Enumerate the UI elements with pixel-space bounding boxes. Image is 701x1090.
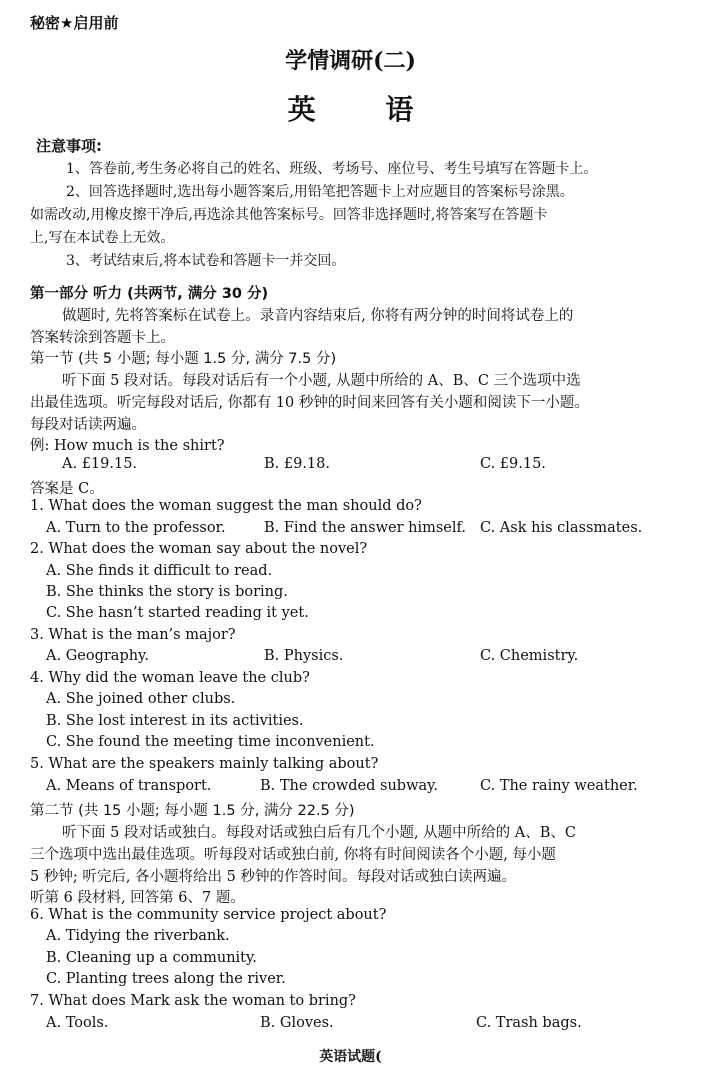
option: B. She thinks the story is boring. bbox=[46, 584, 288, 600]
option: A. Tools. bbox=[46, 1015, 109, 1031]
section2-heading: 第二节 (共 15 小题; 每小题 1.5 分, 满分 22.5 分) bbox=[30, 803, 355, 819]
option: C. Planting trees along the river. bbox=[46, 971, 286, 987]
option: B. Find the answer himself. bbox=[264, 520, 466, 536]
notice-line: 3、考试结束后,将本试卷和答题卡一并交回。 bbox=[66, 253, 346, 269]
exam-title: 英 语 bbox=[287, 93, 444, 126]
notice-line: 如需改动,用橡皮擦干净后,再选涂其他答案标号。回答非选择题时,将答案写在答题卡 bbox=[30, 207, 548, 223]
example-answer: 答案是 C。 bbox=[30, 481, 104, 497]
question-4: 4. Why did the woman leave the club? bbox=[30, 670, 310, 686]
option: A. She joined other clubs. bbox=[46, 691, 236, 707]
section2-intro: 听下面 5 段对话或独白。每段对话或独白后有几个小题, 从题中所给的 A、B、C bbox=[62, 825, 576, 841]
option: B. Cleaning up a community. bbox=[46, 950, 257, 966]
option: B. Physics. bbox=[264, 648, 344, 664]
option: B. The crowded subway. bbox=[260, 778, 439, 794]
example-option: B. £9.18. bbox=[264, 456, 330, 472]
option: C. Ask his classmates. bbox=[480, 520, 643, 536]
question-6: 6. What is the community service project about? bbox=[30, 907, 387, 923]
section1-intro: 听下面 5 段对话。每段对话后有一个小题, 从题中所给的 A、B、C 三个选项中选 bbox=[62, 373, 581, 389]
option: A. Means of transport. bbox=[46, 778, 212, 794]
option: B. Gloves. bbox=[260, 1015, 334, 1031]
confidential-label: 秘密★启用前 bbox=[30, 14, 119, 32]
section1-heading: 第一节 (共 5 小题; 每小题 1.5 分, 满分 7.5 分) bbox=[30, 351, 337, 367]
section1-intro: 出最佳选项。听完每段对话后, 你都有 10 秒钟的时间来回答有关小题和阅读下一小题。 bbox=[30, 395, 589, 411]
question-3: 3. What is the man’s major? bbox=[30, 627, 236, 643]
question-1: 1. What does the woman suggest the man should do? bbox=[30, 498, 422, 514]
section2-intro: 三个选项中选出最佳选项。听每段对话或独白前, 你将有时间阅读各个小题, 每小题 bbox=[30, 847, 556, 863]
notice-line: 上,写在本试卷上无效。 bbox=[30, 230, 175, 246]
part1-intro: 答案转涂到答题卡上。 bbox=[30, 330, 175, 346]
option: C. She hasn’t started reading it yet. bbox=[46, 605, 309, 621]
section1-intro: 每段对话读两遍。 bbox=[30, 417, 146, 433]
section2-intro: 5 秒钟; 听完后, 各小题将给出 5 秒钟的作答时间。每段对话或独白读两遍。 bbox=[30, 869, 516, 885]
question-7: 7. What does Mark ask the woman to bring? bbox=[30, 993, 356, 1009]
option: C. Chemistry. bbox=[480, 648, 579, 664]
material-6-label: 听第 6 段材料, 回答第 6、7 题。 bbox=[30, 890, 245, 906]
notice-heading: 注意事项: bbox=[36, 137, 102, 155]
example-question: 例: How much is the shirt? bbox=[30, 438, 225, 454]
page-footer: 英语试题( bbox=[319, 1049, 382, 1065]
question-5: 5. What are the speakers mainly talking about? bbox=[30, 756, 379, 772]
part1-intro: 做题时, 先将答案标在试卷上。录音内容结束后, 你将有两分钟的时间将试卷上的 bbox=[62, 308, 574, 324]
question-2: 2. What does the woman say about the novel? bbox=[30, 541, 368, 557]
option: C. Trash bags. bbox=[476, 1015, 582, 1031]
part1-heading: 第一部分 听力 (共两节, 满分 30 分) bbox=[30, 286, 269, 302]
notice-line: 1、答卷前,考生务必将自己的姓名、班级、考场号、座位号、考生号填写在答题卡上。 bbox=[66, 161, 598, 177]
option: C. The rainy weather. bbox=[480, 778, 638, 794]
option: A. Turn to the professor. bbox=[46, 520, 226, 536]
notice-line: 2、回答选择题时,选出每小题答案后,用铅笔把答题卡上对应题目的答案标号涂黑。 bbox=[66, 184, 574, 200]
example-option: A. £19.15. bbox=[62, 456, 138, 472]
option: A. Geography. bbox=[46, 648, 149, 664]
exam-subtitle: 学情调研(二) bbox=[285, 48, 416, 74]
option: B. She lost interest in its activities. bbox=[46, 713, 304, 729]
example-option: C. £9.15. bbox=[480, 456, 546, 472]
option: A. She finds it difficult to read. bbox=[46, 563, 273, 579]
option: C. She found the meeting time inconvenient. bbox=[46, 734, 375, 750]
option: A. Tidying the riverbank. bbox=[46, 928, 230, 944]
